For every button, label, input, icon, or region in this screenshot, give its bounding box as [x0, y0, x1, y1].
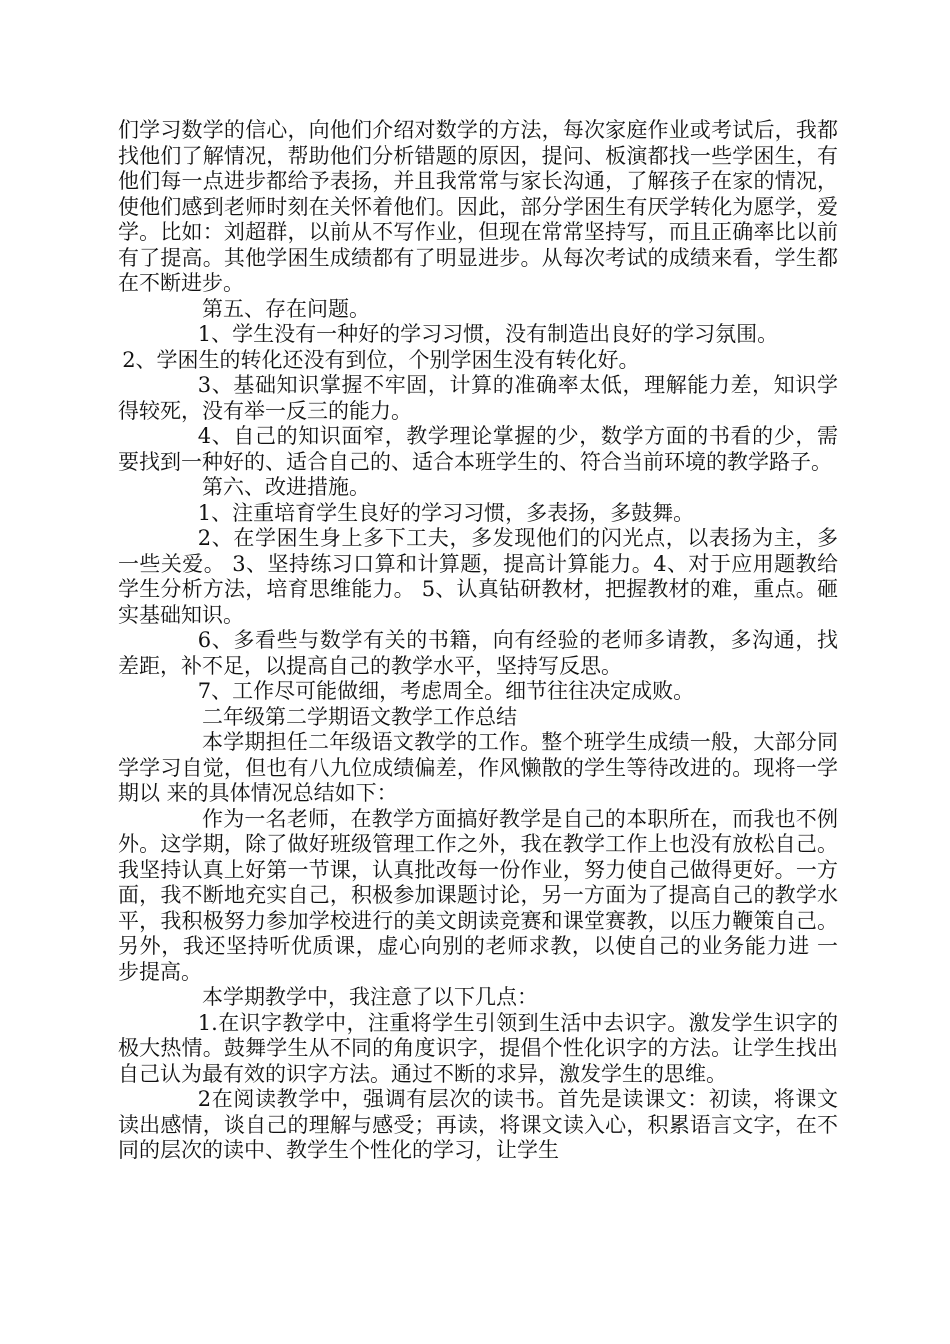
list-item: 1.在识字教学中，注重将学生引领到生活中去识字。激发学生识字的极大热情。鼓舞学生从不同的角度识字，提倡个性化识字的方法。让学生找出自己认为最有效的识字方法。通过不断的求异，激发学生的思维。	[118, 1010, 838, 1086]
paragraph: 本学期教学中，我注意了以下几点：	[202, 985, 538, 1009]
list-item: 2在阅读教学中，强调有层次的读书。首先是读课文：初读，将课文读出感情，谈自己的理解与感受；再读，将课文读入心，积累语言文字，在不同的层次的读中、教学生个性化的学习，让学生	[118, 1087, 838, 1162]
section-heading: 第六、改进措施。	[202, 475, 370, 499]
list-item: 1、学生没有一种好的学习习惯，没有制造出良好的学习氛围。	[197, 322, 779, 346]
paragraph: 作为一名老师，在教学方面搞好教学是自己的本职所在，而我也不例外。这学期，除了做好班级管理工作之外，我在教学工作上也没有放松自己。我坚持认真上好第一节课，认真批改每一份作业，努力使自己做得更好。一方面，我不断地充实自己，积极参加课题讨论，另一方面为了提高自己的教学水平，我积极努力参加学校进行的美文朗读竞赛和课堂赛教，以压力鞭策自己。另外，我还坚持听优质课，虚心向别的老师求教，以使自己的业务能力进 一步提高。	[118, 806, 838, 984]
list-item: 1、注重培育学生良好的学习习惯，多表扬，多鼓舞。	[197, 500, 695, 525]
list-item: 4、自己的知识面窄，教学理论掌握的少，数学方面的书看的少，需要找到一种好的、适合自己的、适合本班学生的、符合当前环境的教学路子。	[118, 424, 838, 474]
paragraph: 们学习数学的信心，向他们介绍对数学的方法，每次家庭作业或考试后，我都找他们了解情况，帮助他们分析错题的原因，提问、板演都找一些学困生，有他们每一点进步都给予表扬，并且我常常与家长沟通，了解孩子在家的情况，使他们感到老师时刻在关怀着他们。因此，部分学困生有厌学转化为愿学，爱学。比如：刘超群，以前从不写作业，但现在常常坚持写，而且正确率比以前有了提高。其他学困生成绩都有了明显进步。从每次考试的成绩来看，学生都在不断进步。	[118, 118, 838, 295]
paragraph: 本学期担任二年级语文教学的工作。整个班学生成绩一般，大部分同学学习自觉，但也有八九位成绩偏差，作风懒散的学生等待改进的。现将一学期以 来的具体情况总结如下：	[118, 730, 838, 805]
document-body	[118, 118, 838, 1164]
list-item: 6、多看些与数学有关的书籍，向有经验的老师多请教，多沟通，找差距，补不足，以提高自己的教学水平，坚持写反思。	[118, 628, 838, 678]
list-item: 7、工作尽可能做细，考虑周全。细节往往决定成败。	[197, 679, 695, 703]
list-item: 2、在学困生身上多下工夫，多发现他们的闪光点，以表扬为主，多一些关爱。 3、坚持练习口算和计算题，提高计算能力。4、对于应用题教给学生分析方法，培育思维能力。 5、认真钻研教材，把握教材的难，重点。砸实基础知识。	[118, 526, 838, 627]
list-item: 3、基础知识掌握不牢固，计算的准确率太低，理解能力差，知识学得较死，没有举一反三的能力。	[118, 373, 838, 423]
section-heading: 第五、存在问题。	[202, 296, 370, 321]
list-item: 2、学困生的转化还没有到位，个别学困生没有转化好。	[122, 347, 640, 372]
document-title: 二年级第二学期语文教学工作总结	[202, 704, 517, 729]
